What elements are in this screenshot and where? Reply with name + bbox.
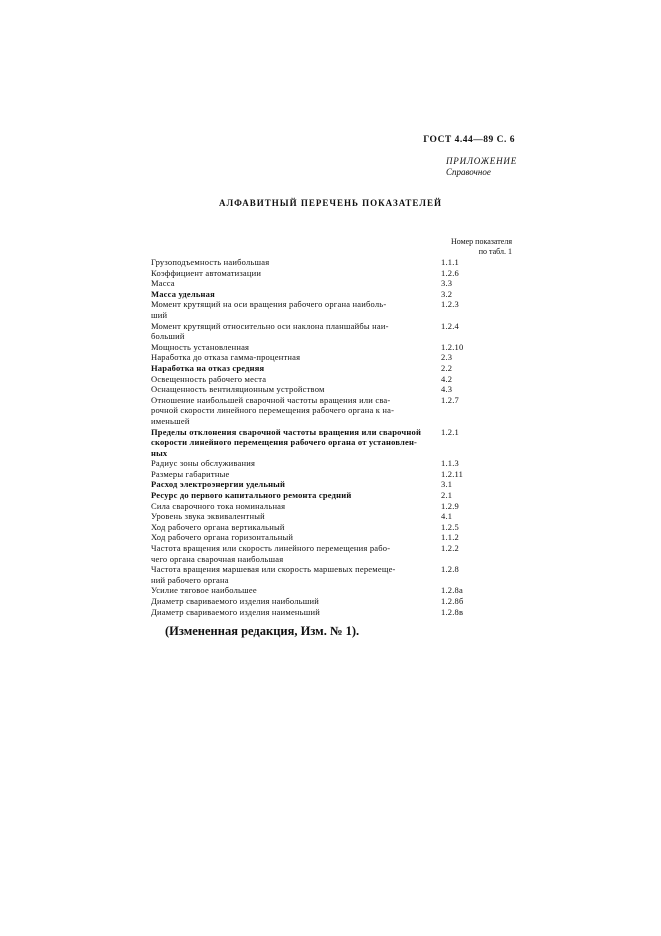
indicator-number: 3.1 [441,479,453,490]
indicator-number: 4.1 [441,511,453,522]
list-item [151,479,511,490]
indicator-number: 1.1.1 [441,257,459,267]
page-header: ГОСТ 4.44—89 С. 6 [423,135,515,145]
indicator-number: 1.1.3 [441,458,459,469]
list-item [151,363,511,374]
indicator-name: ший [151,309,168,320]
indicator-name: Грузоподъемность наибольшая [151,257,270,267]
indicator-number: 1.1.2 [441,532,459,543]
indicator-name: Наработка на отказ средняя [151,362,265,373]
list-item [151,522,511,533]
indicator-name: Масса [151,278,175,289]
indicator-name: Коэффициент автоматизации [151,267,262,278]
indicator-name: Масса удельная [151,288,215,299]
list-item [151,511,511,522]
list-item [151,331,511,342]
indicator-name: Ход рабочего органа горизонтальный [151,532,294,543]
list-item [151,607,511,618]
indicator-number: 1.2.7 [441,394,459,405]
column-header-line2: по табл. 1 [478,247,512,256]
indicator-name: Размеры габаритные [151,468,230,479]
indicator-number: 2.3 [441,352,453,363]
list-item [151,575,511,586]
indicator-name: Уровень звука эквивалентный [151,511,265,522]
indicator-number: 1.2.8а [441,585,463,596]
appendix-title: ПРИЛОЖЕНИЕ [446,156,517,166]
indicator-name: Момент крутящий на оси вращения рабочего органа наиболь- [151,299,387,310]
indicator-number: 1.2.10 [441,341,464,352]
list-item [151,532,511,543]
list-item [151,437,511,448]
indicator-name: Отношение наибольшей сварочной частоты вращения или сва- [151,394,391,405]
indicator-name: Усилие тяговое наибольшее [151,585,257,596]
document-title: АЛФАВИТНЫЙ ПЕРЕЧЕНЬ ПОКАЗАТЕЛЕЙ [218,198,442,208]
list-item [151,458,511,469]
list-item [151,310,511,321]
indicator-number: 1.2.8в [441,606,464,617]
index-list [151,257,511,617]
indicator-number: 1.2.2 [441,543,459,554]
indicator-name: ных [151,447,168,458]
indicator-number: 1.2.8 [441,564,459,575]
column-header [436,237,512,257]
list-item [151,564,511,575]
column-header-line1: Номер показателя [450,237,512,246]
indicator-name: Ресурс до первого капитального ремонта средний [151,490,352,501]
indicator-number: 1.2.3 [441,299,459,310]
indicator-number: 1.2.11 [441,468,464,479]
list-item [151,268,511,279]
indicator-number: 3.3 [441,278,453,289]
indicator-name: больший [151,331,185,342]
indicator-name: Радиус зоны обслуживания [151,458,256,469]
indicator-name: Ход рабочего органа вертикальный [151,521,285,532]
indicator-number: 1.2.1 [441,426,459,437]
indicator-name: чего органа сварочная наибольшая [151,553,284,564]
amendment-note: (Измененная редакция, Изм. № 1). [165,624,360,638]
indicator-name: рочной скорости линейного перемещения рабочего органа к на- [151,405,395,416]
indicator-name: Оснащенность вентиляционным устройством [151,384,325,395]
indicator-name: Освещенность рабочего места [151,373,267,384]
indicator-number: 2.2 [441,362,453,373]
list-item [151,405,511,416]
list-item [151,448,511,459]
list-item [151,501,511,512]
list-item [151,585,511,596]
indicator-name: Пределы отклонения сварочной частоты вращения или сварочной [151,426,422,437]
list-item [151,554,511,565]
list-item [151,416,511,427]
list-item [151,299,511,310]
indicator-number: 1.2.5 [441,521,459,532]
indicator-number: 1.2.4 [441,320,459,331]
list-item [151,395,511,406]
list-item [151,352,511,363]
indicator-number: 1.2.9 [441,500,459,511]
indicator-number: 4.3 [441,384,453,395]
list-item [151,384,511,395]
indicator-name: Частота вращения или скорость линейного перемещения рабо- [151,543,391,554]
indicator-name: Диаметр свариваемого изделия наименьший [151,606,321,617]
indicator-name: ний рабочего органа [151,574,229,585]
indicator-name: именьшей [151,415,190,426]
list-item [151,257,511,268]
indicator-number: 3.2 [441,288,453,299]
list-item [151,321,511,332]
list-item [151,490,511,501]
appendix-subtitle: Справочное [446,167,491,177]
list-item [151,342,511,353]
list-item [151,289,511,300]
list-item [151,374,511,385]
list-item [151,469,511,480]
indicator-name: Момент крутящий относительно оси наклона планшайбы наи- [151,320,389,331]
indicator-number: 2.1 [441,490,453,501]
list-item [151,278,511,289]
indicator-number: 1.2.6 [441,267,459,278]
indicator-name: Сила сварочного тока номинальная [151,500,286,511]
indicator-name: Мощность установленная [151,341,250,352]
indicator-number: 4.2 [441,373,453,384]
list-item [151,596,511,607]
indicator-name: Частота вращения маршевая или скорость маршевых перемеще- [151,564,396,575]
indicator-name: скорости линейного перемещения рабочего органа от установлен- [151,437,418,448]
list-item [151,543,511,554]
indicator-name: Расход электроэнергии удельный [151,479,286,490]
indicator-name: Наработка до отказа гамма-процентная [151,352,301,363]
indicator-number: 1.2.8б [441,596,464,606]
list-item [151,427,511,438]
indicator-name: Диаметр свариваемого изделия наибольший [151,596,320,606]
